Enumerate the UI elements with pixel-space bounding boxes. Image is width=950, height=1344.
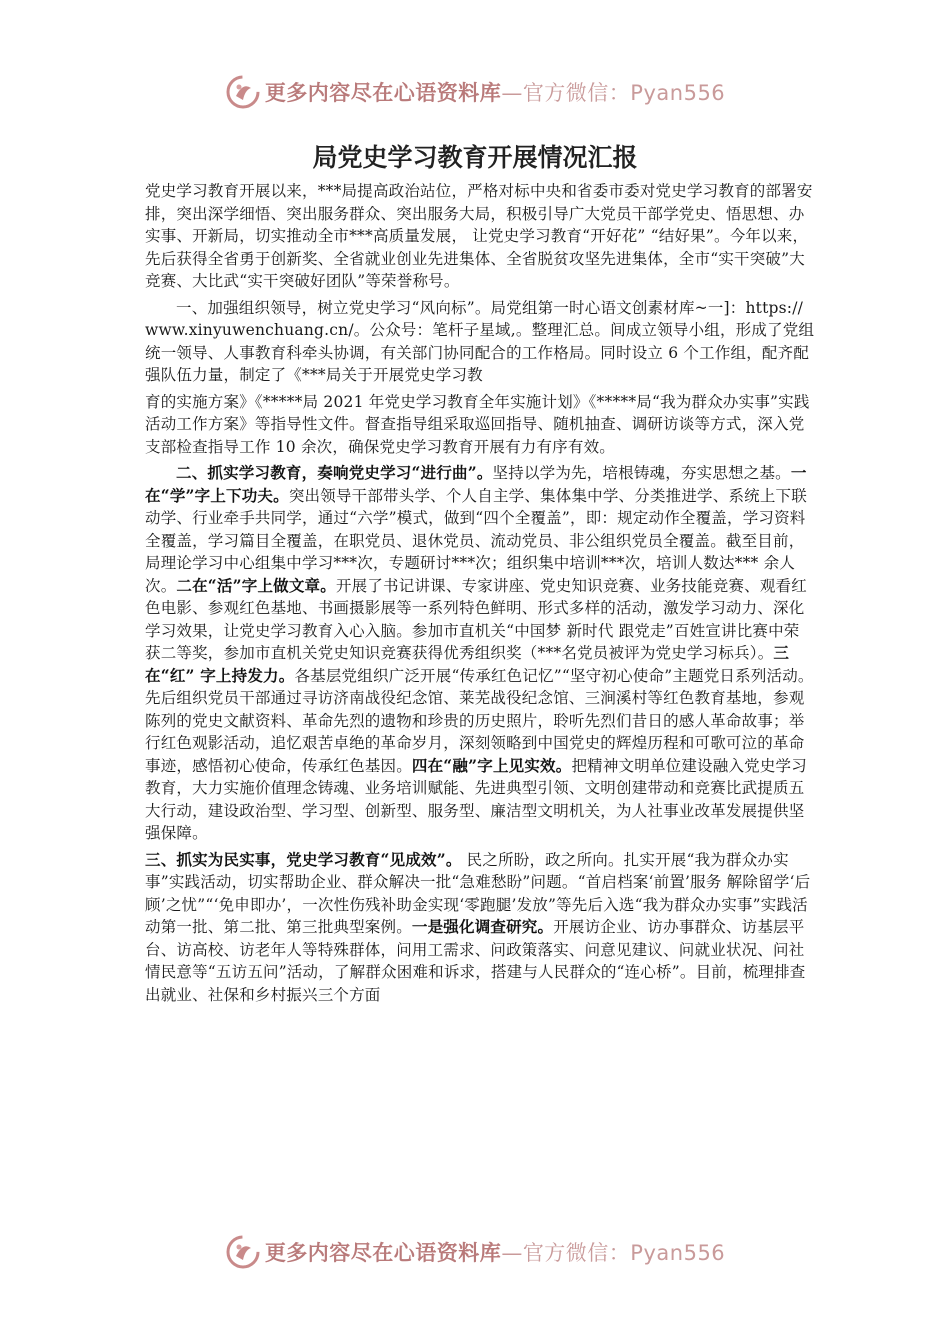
watermark-text: 更多内容尽在心语资料库—官方微信：Pyan556 — [264, 81, 726, 105]
section-2-point-2: 二在“活”字上做文章。 — [176, 575, 336, 595]
section-1-continuation: 育的实施方案》《*****局 2021 年党史学习教育全年实施计划》《*****局“我为群众办实事”实践活动工作方案》等指导性文件。督查指导组采取巡回指导、随机抽查、调研访谈等方式，深入党支部检查指导工作 10 余次，确保党史学习教育开展有力有序有效。 — [145, 392, 810, 456]
logo-icon — [225, 1234, 261, 1270]
section-3-point-1: 一是强化调查研究。 — [411, 917, 554, 936]
document-title: 局党史学习教育开展情况汇报 — [312, 143, 638, 172]
section-2-paragraph: 二、抓实学习教育，奏响党史学习“进行曲”。坚持以学为先，培根铸魂，夯实思想之基。一在“学”字上下功夫。突出领导干部带头学、个人自主学、集体集中学、分类推进学、系统上下联动学、行业牵手共同学，通过“六学”模式，做到“四个全覆盖”，即：规定动作全覆盖，学习资料全覆盖，学习篇目全覆盖，在职党员、退休党员、流动党员、非公组织党员全覆盖。截至目前，局理论学习中心组集中学习***次，专题研讨***次；组织集中培训***次，培训人数达*** 余人次。二在“活”字上做文章。开展了书记讲课、专家讲座、党史知识竞赛、业务技能竞赛、观看红色电影、参观红色基地、书画摄影展等一系列特色鲜明、形式多样的活动，激发学习动力、深化学习效果，让党史学习教育入心入脑。参加市直机关“中国梦 新时代 跟党走”百姓宣讲比赛中荣获二等奖，参加市直机关党史知识竞赛获得优秀组织奖（***名党员被评为党史学习标兵）。三在“红” 字上持发力。各基层党组织广泛开展“传承红色记忆”“坚守初心使命”主题党日系列活动。先后组织党员干部通过寻访济南战役纪念馆、莱芜战役纪念馆、三涧溪村等红色教育基地，参观陈列的党史文献资料、革命先烈的遗物和珍贵的历史照片，聆听先烈们昔日的感人革命故事；举行红色观影活动，追忆艰苦卓绝的革命岁月，深刻领略到中国党史的辉煌历程和可歌可泣的革命事迹，感悟初心使命，传承红色基因。四在“融”字上见实效。把精神文明单位建设融入党史学习教育，大力实施价值理念铸魂、业务培训赋能、先进典型引领、文明创建带动和竞赛比武提质五大行动，建设政治型、学习型、创新型、服务型、廉洁型文明机关，为人社事业改革发展提供坚强保障。 — [145, 463, 814, 842]
header-watermark-banner — [0, 70, 950, 114]
section-3-heading: 三、抓实为民实事，党史学习教育“见成效”。 — [145, 849, 462, 869]
section-3-paragraph: 三、抓实为民实事，党史学习教育“见成效”。 民之所盼，政之所向。扎实开展“我为群众办实事”实践活动，切实帮助企业、群众解决一批“急难愁盼”问题。“首启档案‘前置’服务 解除留学‘后顾’之忧”“‘免申即办’，一次性伤残补助金实现‘零跑腿’发放”等先后入选“我为群众办实事”实践活动第一批、第二批、第三批典型案例。一是强化调查研究。开展访企业、访办事群众、访基层平台、访高校、访老年人等特殊群体，问用工需求、问政策落实、问意见建议、问就业状况、问社情民意等“五访五问”活动，了解群众困难和诉求，搭建与人民群众的“连心桥”。目前，梳理排查出就业、社保和乡村振兴三个方面 — [145, 849, 811, 1004]
section-2-point-4: 四在“融”字上见实效。 — [411, 755, 572, 775]
watermark-text: 更多内容尽在心语资料库—官方微信：Pyan556 — [264, 1241, 726, 1265]
logo-icon — [225, 74, 261, 110]
section-2-heading: 二、抓实学习教育，奏响党史学习“进行曲”。 — [176, 463, 493, 482]
section-2-point-3: 三在“红” 字上持发力。 — [145, 643, 790, 685]
intro-paragraph: 党史学习教育开展以来，***局提高政治站位，严格对标中央和省委市委对党史学习教育的部署安排，突出深学细悟、突出服务群众、突出服务大局，积极引导广大党员干部学党史、悟思想、办实事、开新局，切实推动全市***高质量发展， 让党史学习教育“开好花” “结好果”。今年以来，先后获得全省勇于创新奖、全省就业创业先进集体、全省脱贫攻坚先进集体，全市“实干突破”大竞赛、大比武“实干突破好团队”等荣誉称号。 — [145, 182, 813, 290]
section-1-paragraph: 一、加强组织领导，树立党史学习“风向标”。局党组第一时心语文创素材库~一]：https://www.xinyuwenchuang.cn/。公众号：笔杆子星域,。整理汇总。间成立领导小组，形成了党组统一领导、人事教育科牵头协调，有关部门协同配合的工作格局。同时设立 6 个工作组，配齐配强队伍力量，制定了《***局关于开展党史学习教 — [145, 298, 815, 384]
section-2-point-1: 一在“学”字上下功夫。 — [145, 463, 807, 505]
document-body — [145, 180, 815, 1010]
footer-watermark-banner — [0, 1230, 950, 1274]
